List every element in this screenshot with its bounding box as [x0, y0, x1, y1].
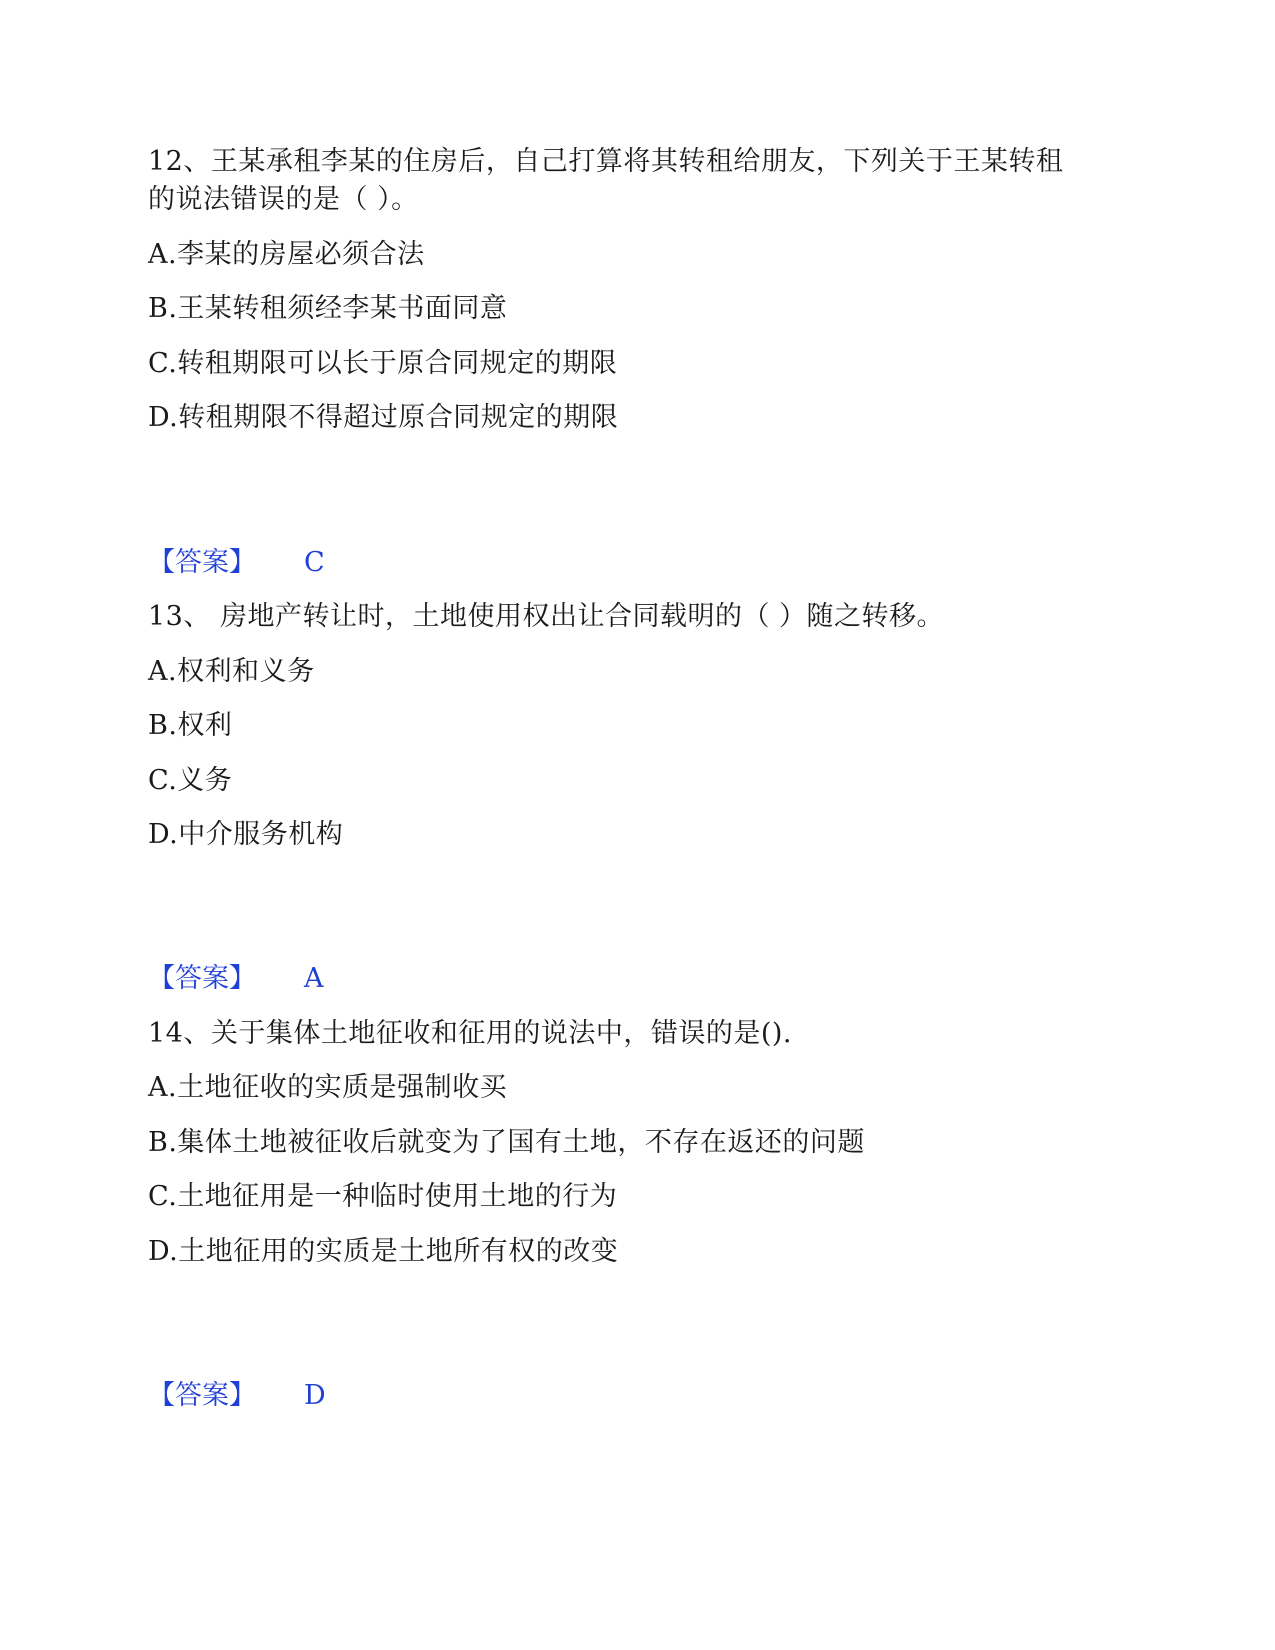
- answer-label: 【答案】: [148, 963, 256, 994]
- question-12-option-a: A.李某的房屋必须合法: [148, 239, 425, 270]
- question-13-option-b: B.权利: [148, 710, 233, 741]
- question-14-stem-line-1: 14、关于集体土地征收和征用的说法中，错误的是().: [148, 1018, 793, 1049]
- question-13-option-d: D.中介服务机构: [148, 819, 344, 850]
- question-12-answer: [148, 544, 325, 582]
- question-12-option-d: D.转租期限不得超过原合同规定的期限: [148, 402, 619, 433]
- question-14-option-b: B.集体土地被征收后就变为了国有土地，不存在返还的问题: [148, 1127, 865, 1158]
- question-13-option-a: A.权利和义务: [148, 656, 315, 687]
- question-13-stem-line-1: 13、 房地产转让时，土地使用权出让合同载明的（ ）随之转移。: [148, 601, 945, 632]
- question-14-option-c: C.土地征用是一种临时使用土地的行为: [148, 1181, 618, 1212]
- question-13-option-c: C.义务: [148, 765, 233, 796]
- question-12-option-b: B.王某转租须经李某书面同意: [148, 293, 508, 324]
- answer-label: 【答案】: [148, 547, 256, 578]
- answer-value: A: [304, 963, 324, 994]
- answer-value: C: [304, 547, 325, 578]
- question-12-option-c: C.转租期限可以长于原合同规定的期限: [148, 348, 618, 379]
- question-14-option-d: D.土地征用的实质是土地所有权的改变: [148, 1236, 619, 1267]
- answer-value: D: [304, 1380, 326, 1411]
- answer-label: 【答案】: [148, 1380, 256, 1411]
- question-13-answer: [148, 960, 324, 998]
- question-14-answer: [148, 1377, 326, 1415]
- question-12-stem-line-2: 的说法错误的是（ ）。: [148, 184, 419, 215]
- question-14-option-a: A.土地征收的实质是强制收买: [148, 1072, 508, 1103]
- question-12-stem-line-1: 12、王某承租李某的住房后，自己打算将其转租给朋友，下列关于王某转租: [148, 146, 1064, 177]
